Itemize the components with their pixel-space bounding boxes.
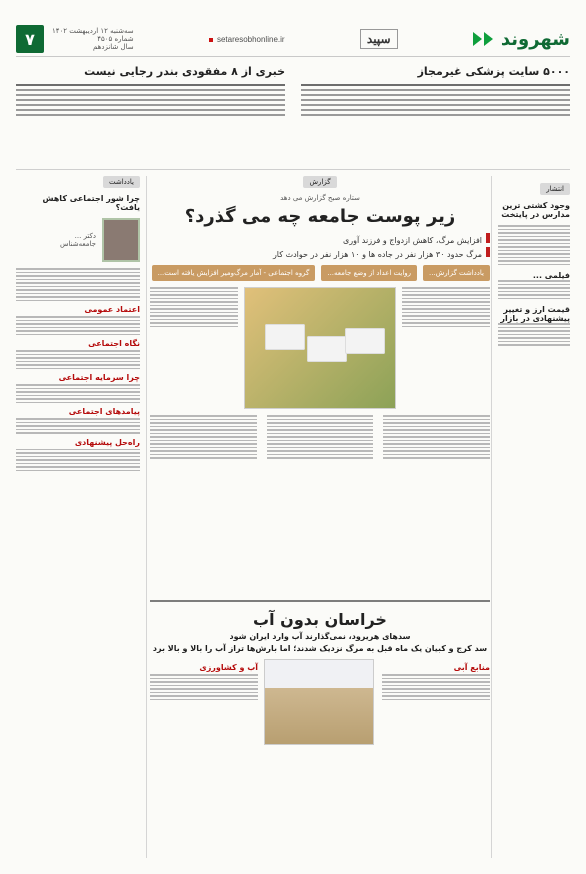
bullet-icon	[486, 247, 490, 257]
section-title-4: پیامدهای اجتماعی	[68, 407, 140, 416]
bottom-col-2	[266, 659, 374, 745]
bottom-col-1	[382, 659, 490, 745]
bottom-sub1: سدهای هریرود، نمی‌گذارند آب وارد ایران شود	[229, 632, 411, 641]
brand-title: شهروند	[500, 28, 570, 50]
bottom-feature	[150, 600, 490, 858]
paper-cutout	[307, 336, 347, 362]
bottom-title: خراسان بدون آب	[253, 610, 387, 629]
top-stories	[16, 65, 570, 170]
square-icon	[209, 38, 213, 42]
section-title-5: راه‌حل پیشنهادی	[74, 437, 140, 447]
center-body	[150, 415, 490, 459]
issue-number: شماره ۴۵۰۵	[97, 35, 134, 43]
left-header	[16, 176, 140, 188]
bullet-icon	[486, 233, 490, 243]
section-title-1: اعتماد عمومی	[84, 305, 140, 314]
feature-row	[150, 287, 490, 409]
story-text	[301, 84, 570, 116]
feature-text-right	[150, 287, 238, 409]
author-row	[16, 218, 140, 262]
newspaper-logo: سپید	[360, 29, 398, 49]
column-tag: یادداشت	[103, 176, 140, 188]
center-tag-row	[150, 176, 490, 188]
right-text	[498, 225, 570, 265]
section-title-3: چرا سرمایه اجتماعی	[58, 373, 140, 382]
right-tag: انتشار	[540, 183, 570, 195]
bottom-col-3	[150, 659, 258, 745]
arrow-icon	[484, 32, 493, 46]
paper-cutout	[265, 324, 305, 350]
right-text-2	[498, 280, 570, 299]
headline-right: خبری از ۸ مفقودی بندر رجایی نیست	[84, 65, 285, 78]
column-title: چرا شور اجتماعی کاهش یافت؟	[42, 194, 140, 212]
photo-sky	[265, 660, 373, 688]
bottom-section-2: آب و کشاورزی	[199, 663, 258, 672]
center-body-col-1	[383, 415, 490, 459]
page-number: ۷	[16, 25, 44, 53]
right-title: وجود کشتی ترین مدارس در پایتخت	[501, 201, 570, 219]
center-subtitle: ستاره صبح گزارش می دهد	[280, 194, 360, 202]
author-name: دکتر ...	[74, 232, 96, 240]
story-text	[16, 84, 285, 116]
column-text	[16, 268, 140, 301]
bottom-sub2: سد کرج و کبیان یک ماه قبل به مرگ نزدیک شدند؛ اما بارش‌ها تراز آب را بالا و بالا برد	[152, 644, 488, 653]
section-text	[16, 449, 140, 472]
bottom-photo	[264, 659, 374, 745]
quote-left: گروه اجتماعی - آمار مرگ‌ومیر افزایش یافته است...	[152, 265, 316, 281]
right-sub3: قیمت ارز و تغییر پیشنهادی در بازار	[500, 305, 570, 323]
author-role: جامعه‌شناس	[60, 240, 96, 248]
date-block	[16, 25, 134, 53]
issue-year: سال شانزدهم	[93, 43, 134, 51]
headline-left: ۵۰۰۰ سایت پزشکی غیرمجاز	[417, 65, 570, 78]
bottom-row	[150, 659, 490, 745]
quote-right: یادداشت گزارش...	[423, 265, 490, 281]
quote-row	[150, 265, 490, 281]
author-photo	[102, 218, 140, 262]
section-text	[16, 316, 140, 335]
arrow-icon	[473, 32, 482, 46]
paper-cutout	[345, 328, 385, 354]
right-column	[491, 176, 570, 858]
masthead	[16, 22, 570, 57]
brand-arrows	[473, 32, 493, 46]
family-image	[244, 287, 396, 409]
bullet-1: افزایش مرگ، کاهش ازدواج و فرزند آوری	[150, 233, 490, 245]
right-text-3	[498, 323, 570, 346]
center-tag: گزارش	[303, 176, 336, 188]
quote-mid: روایت اعداد از وضع جامعه...	[321, 265, 417, 281]
site-url: setaresobhonline.ir	[209, 35, 285, 44]
right-sub2: فیلمی ...	[532, 271, 570, 280]
center-body-col-3	[150, 415, 257, 459]
section-text	[16, 384, 140, 403]
top-story-right	[16, 65, 285, 169]
center-body-col-2	[267, 415, 374, 459]
section-text	[16, 418, 140, 434]
bottom-section-1: منابع آبی	[453, 663, 490, 672]
feature-text-left	[402, 287, 490, 409]
brand	[473, 29, 570, 50]
section-text	[16, 350, 140, 369]
top-story-left	[301, 65, 570, 169]
section-title-2: نگاه اجتماعی	[88, 339, 140, 348]
left-column	[16, 176, 147, 858]
issue-date: سه‌شنبه ۱۲ اردیبهشت ۱۴۰۲	[52, 27, 134, 35]
bullet-2: مرگ حدود ۳۰ هزار نفر در جاده ها و ۱۰ هزار نفر در حوادث کار	[150, 247, 490, 259]
main-headline: زیر پوست جامعه چه می گذرد؟	[184, 206, 456, 227]
